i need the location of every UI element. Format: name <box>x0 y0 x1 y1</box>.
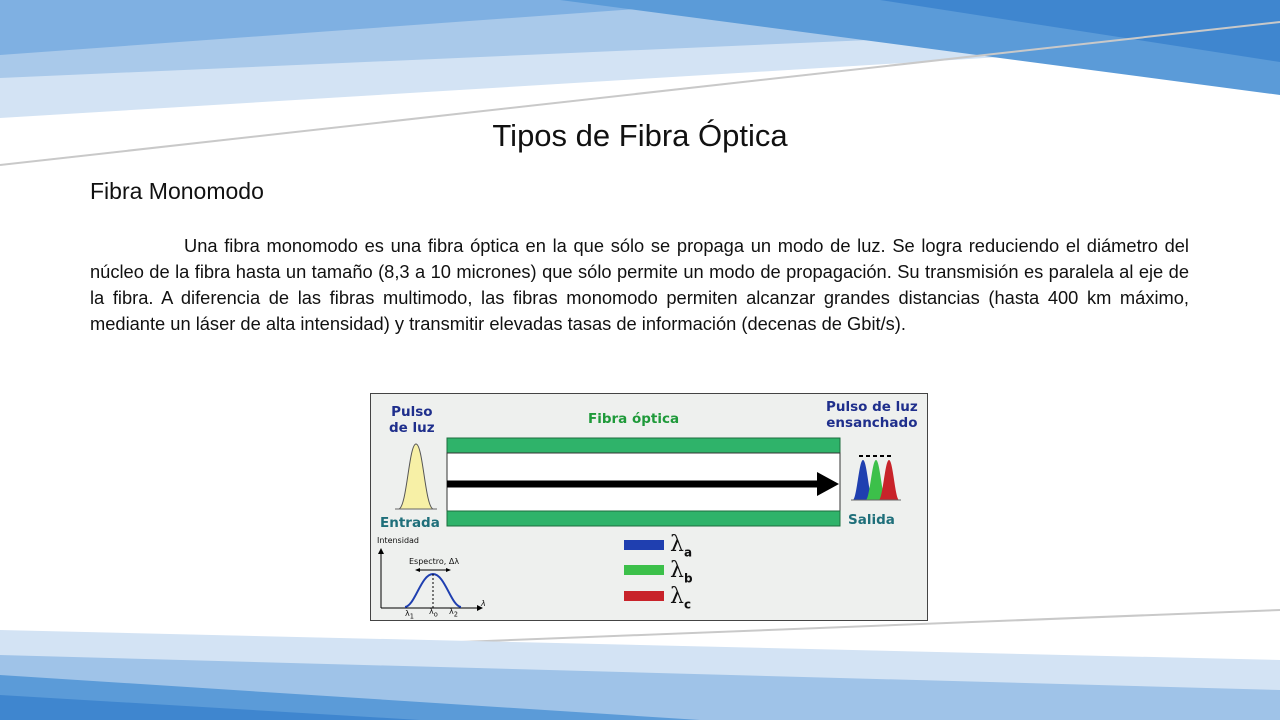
legend-swatch-c <box>624 591 664 601</box>
legend-c-symbol: λ <box>670 584 684 609</box>
body-paragraph: Una fibra monomodo es una fibra óptica en la que sólo se propaga un modo de luz. Se logra reduciendo el diámetro del núcleo de la fibra hasta un tamaño (8,3 a 10 micrones) que sólo permite un modo de propagación. Su transmisión es paralela al eje de la fibra. A diferencia de las fibras multimodo, las fibras monomodo permiten alcanzar grandes distancias (hasta 400 km máximo, mediante un láser de alta intensidad) y transmitir elevadas tasas de información (decenas de Gbit/s). <box>90 235 1189 334</box>
legend-c-sub: c <box>683 597 692 612</box>
output-pulse-red <box>879 460 899 500</box>
fiber-cladding-top <box>447 438 840 453</box>
single-mode-fiber-diagram <box>370 393 928 621</box>
page-title: Tipos de Fibra Óptica <box>492 118 788 153</box>
input-pulse-label <box>389 404 435 436</box>
fiber-label: Fibra óptica <box>588 411 680 427</box>
spectrum-lambda-2 <box>449 607 458 619</box>
fiber-cladding-bottom <box>447 511 840 526</box>
legend-a-symbol: λ <box>670 532 684 557</box>
output-pulse-label-line2: ensanchado <box>826 415 918 431</box>
spectrum-l0-symbol: λ <box>429 607 434 616</box>
section-subtitle: Fibra Monomodo <box>90 178 264 204</box>
spectrum-l2-symbol: λ <box>449 607 454 616</box>
legend-swatch-a <box>624 540 664 550</box>
input-pulse-label-line1: Pulso <box>391 404 433 420</box>
spectrum-lambda-axis-label: λ <box>481 599 486 608</box>
input-pulse-shape <box>399 444 433 509</box>
legend-a-sub: a <box>683 545 693 560</box>
spectrum-intensity-label: Intensidad <box>377 536 420 545</box>
spectrum-l1-sub: 1 <box>409 612 414 621</box>
legend-b-sub: b <box>683 571 693 586</box>
output-label: Salida <box>848 512 895 528</box>
input-label: Entrada <box>380 515 440 531</box>
spectrum-l1-symbol: λ <box>405 609 410 618</box>
spectrum-lambda-1 <box>405 609 414 621</box>
legend-swatch-b <box>624 565 664 575</box>
input-pulse-label-line2: de luz <box>389 420 435 436</box>
output-pulse-label <box>826 399 918 431</box>
spectrum-lambda-0 <box>429 607 438 619</box>
spectrum-label: Espectro, Δλ <box>409 557 460 566</box>
legend-label-c <box>670 586 691 615</box>
spectrum-l0-sub: o <box>433 610 438 619</box>
spectrum-l2-sub: 2 <box>453 610 458 619</box>
output-pulse-label-line1: Pulso de luz <box>826 399 918 415</box>
legend-b-symbol: λ <box>670 558 684 583</box>
